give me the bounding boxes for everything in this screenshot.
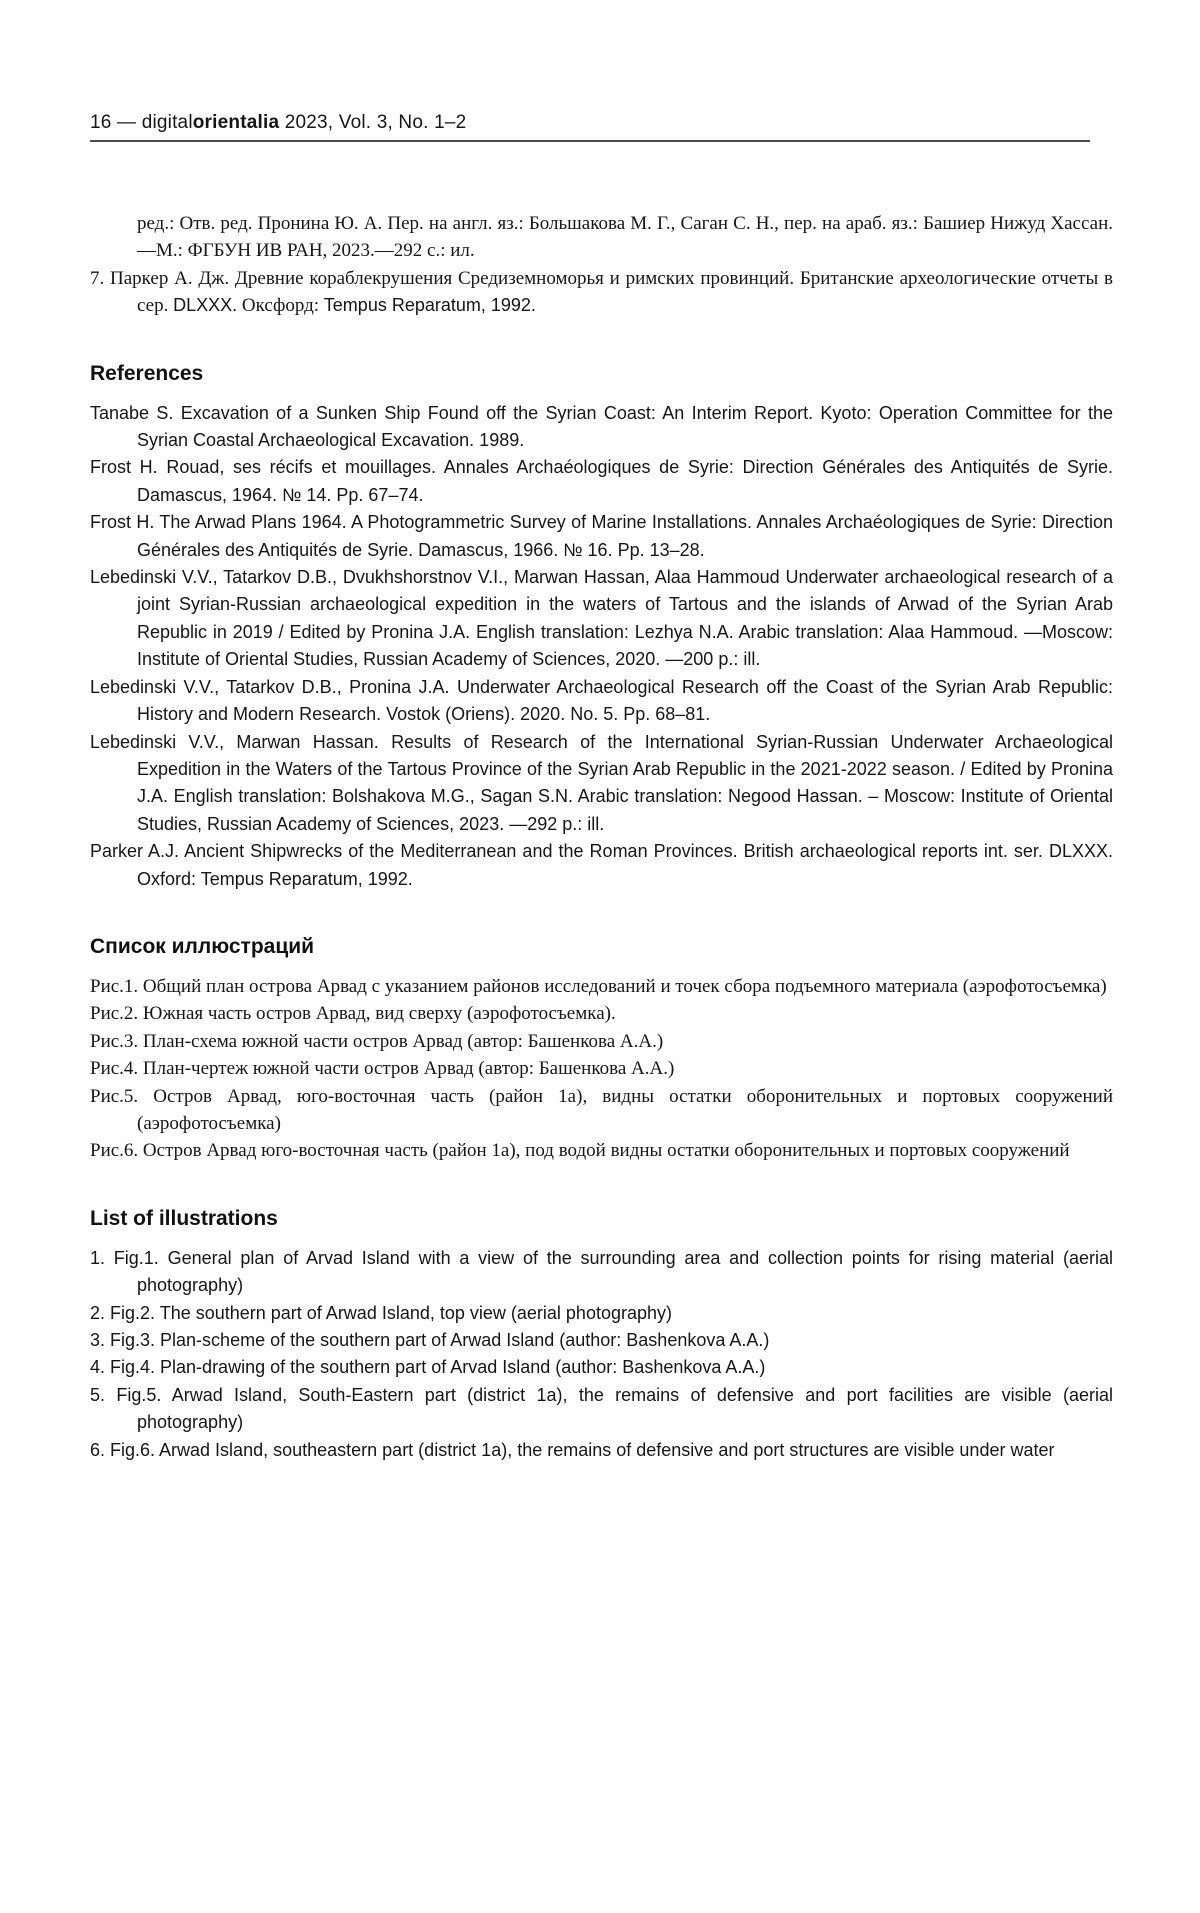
figure-entry-en: 1. Fig.1. General plan of Arvad Island with a view of the surrounding area and collection points for rising material (aerial photography): [90, 1247, 1113, 1296]
figure-entry-en: 5. Fig.5. Arwad Island, South-Eastern part (district 1a), the remains of defensive and port facilities are visible (aerial photography): [90, 1384, 1113, 1433]
running-header-issue: 2023, Vol. 3, No. 1–2: [279, 112, 467, 133]
reference-entry: Tanabe S. Excavation of a Sunken Ship Found off the Syrian Coast: An Interim Report. Kyoto: Operation Committee for the Syrian Coastal Archaeological Excavation. 1989.: [90, 402, 1113, 451]
figure-entry-en: 2. Fig.2. The southern part of Arwad Island, top view (aerial photography): [90, 1302, 672, 1323]
running-header: [90, 112, 1090, 142]
reference-entry: Lebedinski V.V., Marwan Hassan. Results of Research of the International Syrian-Russian Underwater Archaeological Expedition in the Waters of the Tartous Province of the Syrian Arab Republic in the 2021-2022 season. / Edited by Pronina J.A. English translation: Bolshakova M.G., Sagan S.N. Arabic translation: Negood Hassan. – Moscow: Institute of Oriental Studies, Russian Academy of Sciences, 2023. —292 p.: ill.: [90, 731, 1113, 834]
figure-entry-ru: Рис.4. План-чертеж южной части остров Арвад (автор: Башенкова А.А.): [90, 1058, 675, 1080]
reference-entry: Parker A.J. Ancient Shipwrecks of the Mediterranean and the Roman Provinces. British archaeological reports int. ser. DLXXX. Oxford: Tempus Reparatum, 1992.: [90, 841, 1113, 889]
figure-entry-ru: Рис.5. Остров Арвад, юго-восточная часть (район 1а), видны остатки оборонительных и портовых сооружений (аэрофотосъемка): [90, 1085, 1113, 1134]
russian-reference-item-7: 7. Паркер А. Дж. Древние кораблекрушения Средиземноморья и римских провинций. Британские археологические отчеты в сер. DLXXX. Оксфорд: Tempus Reparatum, 1992.: [90, 267, 1113, 317]
references-section: [90, 361, 1113, 893]
figure-entry-ru: Рис.2. Южная часть остров Арвад, вид сверху (аэрофотосъемка).: [90, 1003, 616, 1025]
illustrations-ru-heading: Список иллюстраций: [90, 934, 315, 958]
illustrations-list-en-section: [90, 1206, 1113, 1464]
page-content: [90, 210, 1113, 1464]
reference-entry: Frost H. Rouad, ses récifs et mouillages. Annales Archaéologiques de Syrie: Direction Générales des Antiquités de Syrie. Damascus, 1964. № 14. Pp. 67–74.: [90, 457, 1113, 505]
reference-entry: Frost H. The Arwad Plans 1964. A Photogrammetric Survey of Marine Installations. Annales Archaéologiques de Syrie: Direction Générales des Antiquités de Syrie. Damascus, 1966. № 16. Pp. 13–28.: [90, 512, 1113, 560]
figure-entry-en: 4. Fig.4. Plan-drawing of the southern part of Arvad Island (author: Bashenkova A.A.): [90, 1357, 766, 1378]
russian-reference-continuation: ред.: Отв. ред. Пронина Ю. А. Пер. на англ. яз.: Большакова М. Г., Саган С. Н., пер. на араб. яз.: Башиер Нижуд Хассан.—М.: ФГБУН ИВ РАН, 2023.—292 с.: ил.: [137, 213, 1113, 262]
journal-brand: orientalia: [192, 112, 280, 133]
running-header-prefix: 16 — digital: [90, 112, 193, 133]
reference-entry: Lebedinski V.V., Tatarkov D.B., Pronina J.A. Underwater Archaeological Research off the Coast of the Syrian Arab Republic: History and Modern Research. Vostok (Oriens). 2020. No. 5. Pp. 68–81.: [90, 676, 1113, 725]
figure-entry-ru: Рис.1. Общий план острова Арвад с указанием районов исследований и точек сбора подъемного материала (аэрофотосъемка): [90, 975, 1107, 997]
references-heading: References: [90, 361, 204, 385]
figure-entry-en: 6. Fig.6. Arwad Island, southeastern part (district 1a), the remains of defensive and port structures are visible under water: [90, 1439, 1055, 1460]
figure-entry-en: 3. Fig.3. Plan-scheme of the southern part of Arwad Island (author: Bashenkova A.A.): [90, 1330, 770, 1350]
russian-references-tail-section: [90, 210, 1113, 320]
reference-entry: Lebedinski V.V., Tatarkov D.B., Dvukhshorstnov V.I., Marwan Hassan, Alaa Hammoud Underwater archaeological research of a joint Syrian-Russian archaeological expedition in the waters of Tartous and the islands of Arwad of the Syrian Arab Republic in 2019 / Edited by Pronina J.A. English translation: Lezhya N.A. Arabic translation: Alaa Hammoud. —Moscow: Institute of Oriental Studies, Russian Academy of Sciences, 2020. —200 p.: ill.: [90, 567, 1113, 670]
figure-entry-ru: Рис.6. Остров Арвад юго-восточная часть (район 1а), под водой видны остатки оборонительных и портовых сооружений: [90, 1140, 1070, 1162]
illustrations-en-heading: List of illustrations: [90, 1206, 278, 1230]
illustrations-list-ru-section: [90, 934, 1113, 1165]
figure-entry-ru: Рис.3. План-схема южной части остров Арвад (автор: Башенкова А.А.): [90, 1030, 664, 1052]
